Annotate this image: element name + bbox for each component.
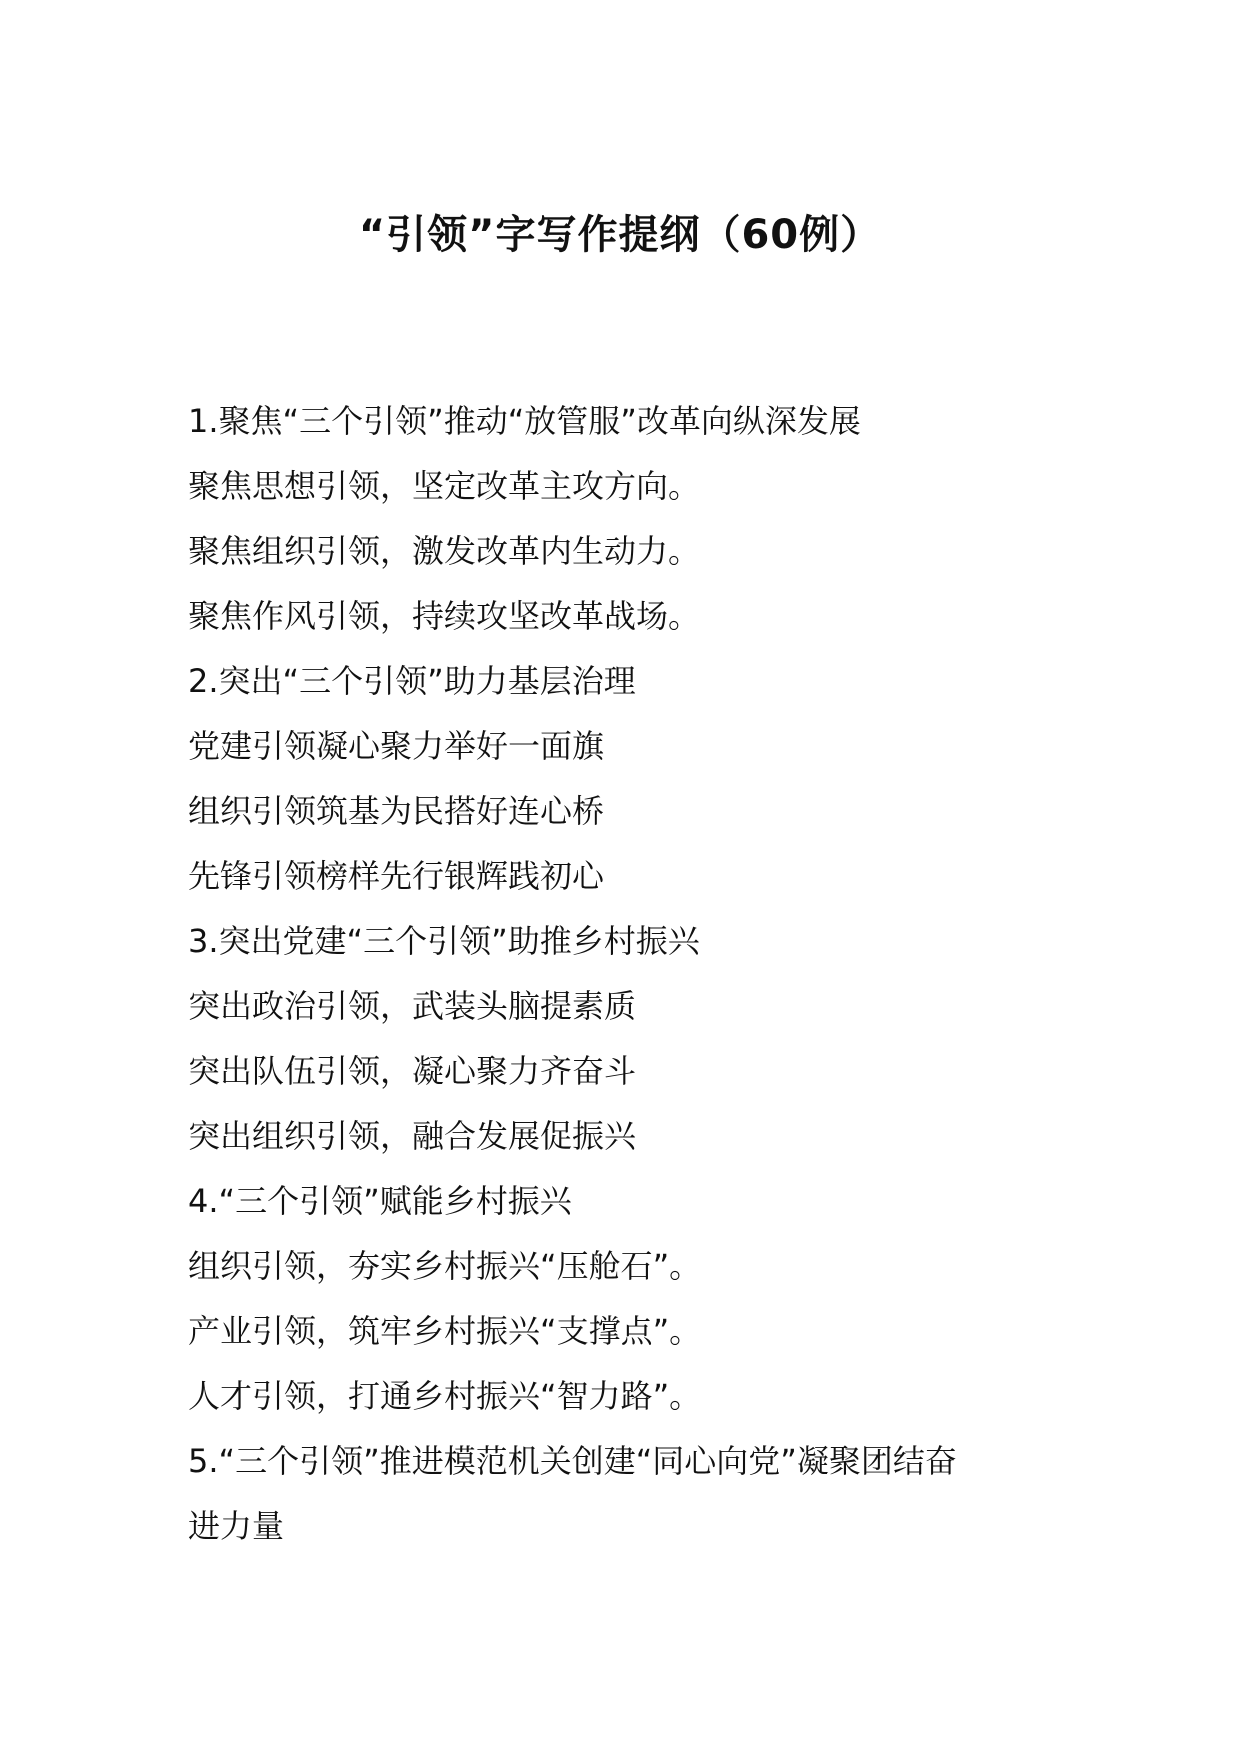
- outline-item: 聚焦思想引领，坚定改革主攻方向。: [188, 467, 701, 505]
- outline-item: 组织引领，夯实乡村振兴“压舱石”。: [188, 1247, 702, 1285]
- outline-item: 人才引领，打通乡村振兴“智力路”。: [188, 1377, 702, 1415]
- outline-item: 产业引领，筑牢乡村振兴“支撑点”。: [188, 1312, 702, 1350]
- document-body: [188, 389, 1068, 1559]
- outline-item: 聚焦作风引领，持续攻坚改革战场。: [188, 597, 701, 635]
- outline-item: 先锋引领榜样先行银辉践初心: [188, 857, 605, 895]
- outline-heading-2: 2.突出“三个引领”助力基层治理: [188, 662, 636, 700]
- document-title: “引领”字写作提纲（60例）: [358, 212, 882, 258]
- outline-heading-3: 3.突出党建“三个引领”助推乡村振兴: [188, 922, 700, 960]
- outline-item: 突出政治引领，武装头脑提素质: [188, 987, 637, 1025]
- outline-item: 突出组织引领，融合发展促振兴: [188, 1117, 637, 1155]
- outline-item: 党建引领凝心聚力举好一面旗: [188, 727, 605, 765]
- outline-item: 突出队伍引领，凝心聚力齐奋斗: [188, 1052, 637, 1090]
- outline-heading-5-continued: 进力量: [188, 1507, 285, 1545]
- outline-item: 组织引领筑基为民搭好连心桥: [188, 792, 605, 830]
- outline-heading-1: 1.聚焦“三个引领”推动“放管服”改革向纵深发展: [188, 402, 861, 440]
- outline-heading-5: 5.“三个引领”推进模范机关创建“同心向党”凝聚团结奋: [188, 1442, 957, 1480]
- outline-heading-4: 4.“三个引领”赋能乡村振兴: [188, 1182, 572, 1220]
- outline-item: 聚焦组织引领，激发改革内生动力。: [188, 532, 701, 570]
